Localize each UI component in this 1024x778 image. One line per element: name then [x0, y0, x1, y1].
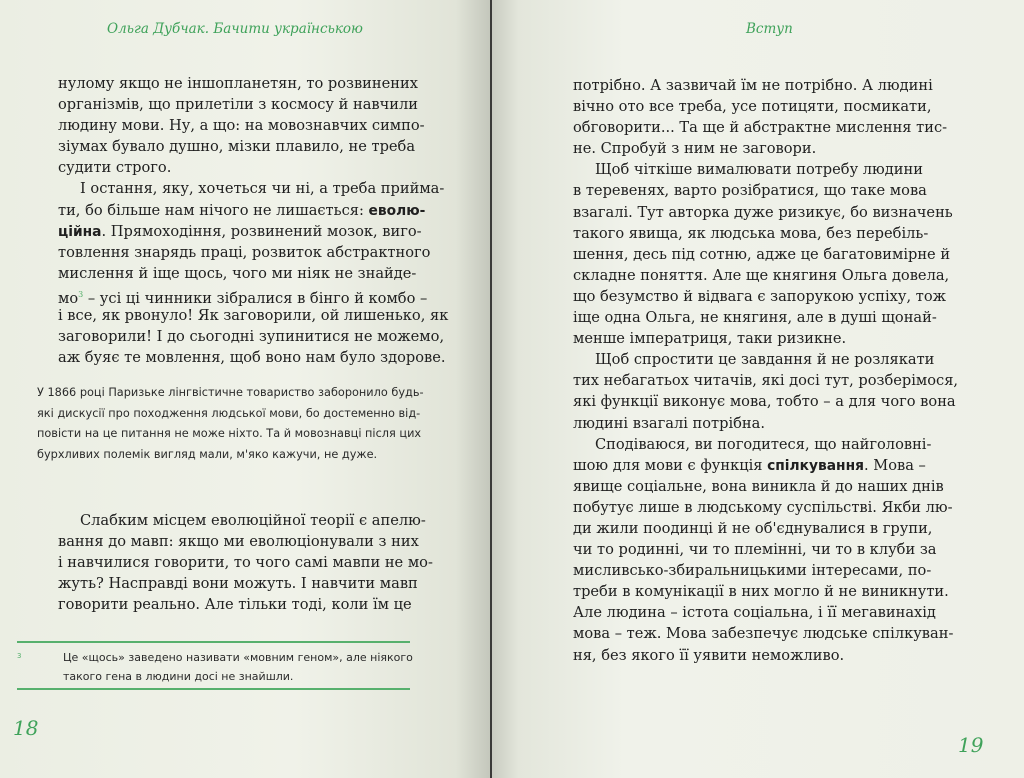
footnote-line: Це «щось» заведено називати «мовним геном», але ніякого [63, 651, 413, 664]
text-line: явище соціальне, вона виникла й до наших днів [573, 477, 944, 495]
text-line: товлення знарядь праці, розвиток абстрактного [58, 243, 431, 261]
footnote-line: такого гена в людини досі не знайшли. [63, 670, 294, 683]
text-line: мова – теж. Мова забезпечує людське спілкуван- [573, 625, 954, 643]
text-line: жуть? Насправді вони можуть. І навчити мавп [58, 575, 418, 593]
text-line: потрібно. А зазвичай їм не потрібно. А людині [573, 77, 933, 94]
text-line: шою для мови є функція спілкування. Мова – [573, 456, 926, 474]
text-line: нулому якщо не іншопланетян, то розвинених [58, 75, 418, 92]
footnote-rule-top [17, 641, 410, 643]
text-line: ційна. Прямоходіння, розвинений мозок, виго- [58, 222, 422, 240]
running-header-left: Ольга Дубчак. Бачити українською [107, 21, 363, 37]
text-line: Слабким місцем еволюційної теорії є апелю- [80, 512, 426, 529]
text-line: ди жили поодинці й не об'єднувалися в групи, [573, 519, 933, 537]
note-line: які дискусії про походження людської мови, бо достеменно від- [37, 406, 421, 420]
footnote-rule-bottom [17, 688, 410, 690]
text-line: які функції виконує мова, тобто – а для чого вона [573, 393, 956, 411]
text-line: $мо^3$ – усі ці чинники зібралися в бінго й комбо – [58, 289, 428, 307]
note-line: У 1866 році Паризьке лінгвістичне товариство заборонило будь- [37, 386, 424, 399]
text-line: і навчилися говорити, то чого самі мавпи не мо- [58, 554, 433, 572]
text-line: Але людина – істота соціальна, і її мегавинахід [573, 604, 936, 622]
bold-term-communication: спілкування [767, 457, 864, 474]
left-body-text-continued [58, 510, 433, 615]
bold-term-evolution-end: ційна [58, 223, 102, 240]
right-page [492, 0, 1024, 778]
text-line: ня, без якого її уявити неможливо. [573, 646, 845, 664]
text-line: і все, як рвонуло! Як заговорили, ой лишенько, як [58, 307, 449, 325]
footnote-reference[interactable]: 3 [78, 289, 84, 299]
text-line: чи то родинні, чи то племінні, чи то в клуби за [573, 541, 937, 559]
running-header-right: Вступ [746, 21, 793, 37]
text-line: заговорили! І до сьогодні зупинитися не можемо, [58, 328, 445, 346]
text-line: Щоб спростити це завдання й не розлякати [595, 351, 935, 369]
text-line: тих небагатьох читачів, які досі тут, розберімося, [573, 372, 959, 390]
text-line: менше імператриця, таки ризикне. [573, 330, 847, 348]
text-line: взагалі. Тут авторка дуже ризикує, бо визначень [573, 203, 953, 221]
text-line: не. Спробуй з ним не заговори. [573, 140, 817, 158]
right-body-text [573, 75, 959, 666]
text-line: мислення й іще щось, чого ми ніяк не знайде- [58, 264, 417, 282]
text-line: організмів, що прилетіли з космосу й навчили [58, 96, 419, 114]
text-line: судити строго. [58, 159, 172, 177]
text-line: Сподіваюся, ви погодитеся, що найголовні- [595, 435, 932, 453]
left-body-text [58, 73, 449, 368]
text-line: такого явища, як людська мова, без перебіль- [573, 224, 929, 242]
text-line: людину мови. Ну, а що: на мовознавчих симпо- [58, 117, 425, 135]
footnote-mark: 3 [17, 652, 22, 660]
text-line: обговорити... Та ще й абстрактне мислення тис- [573, 119, 948, 137]
page-number-left: 18 [13, 716, 39, 740]
text-line: зіумах бувало душно, мізки плавило, не треба [58, 138, 416, 156]
text-line: людині взагалі потрібна. [573, 414, 765, 432]
text-line: говорити реально. Але тільки тоді, коли їм це [58, 596, 412, 614]
text-line: вання до мавп: якщо ми еволюціонували з них [58, 533, 419, 551]
text-line: вічно ото все треба, усе потицяти, посмикати, [573, 98, 932, 116]
text-line: аж буяє те мовлення, щоб воно нам було здорове. [58, 349, 446, 367]
footnote [17, 648, 413, 686]
left-page [0, 0, 490, 778]
sidebar-note [37, 383, 437, 465]
text-line: І остання, яку, хочеться чи ні, а треба прийма- [80, 180, 445, 198]
text-line: що безумство й відвага є запорукою успіху, тож [573, 287, 947, 305]
text-line: ти, бо більше нам нічого не лишається: еволю- [58, 201, 426, 219]
text-line: шення, десь під сотню, адже це багатовимірне й [573, 245, 951, 263]
text-line: іще одна Ольга, не княгиня, але в душі щонай- [573, 309, 937, 327]
text-line: треби в комунікації в них могло й не виникнути. [573, 583, 949, 601]
note-line: повісти на це питання не може ніхто. Та й мовознавці після цих [37, 427, 422, 440]
bold-term-evolution: еволю- [368, 202, 426, 219]
text-line: Щоб чіткіше вималювати потребу людини [595, 161, 923, 179]
text-line: побутує лише в людському суспільстві. Якби лю- [573, 498, 953, 516]
text-line: мисливсько-збиральницькими інтересами, по- [573, 562, 932, 580]
text-line: складне поняття. Але ще княгиня Ольга довела, [573, 266, 950, 284]
note-line: бурхливих полемік вигляд мали, м'яко кажучи, не дуже. [37, 447, 378, 461]
text-line: в теревенях, варто розібратися, що таке мова [573, 182, 927, 200]
page-number-right: 19 [958, 733, 984, 757]
